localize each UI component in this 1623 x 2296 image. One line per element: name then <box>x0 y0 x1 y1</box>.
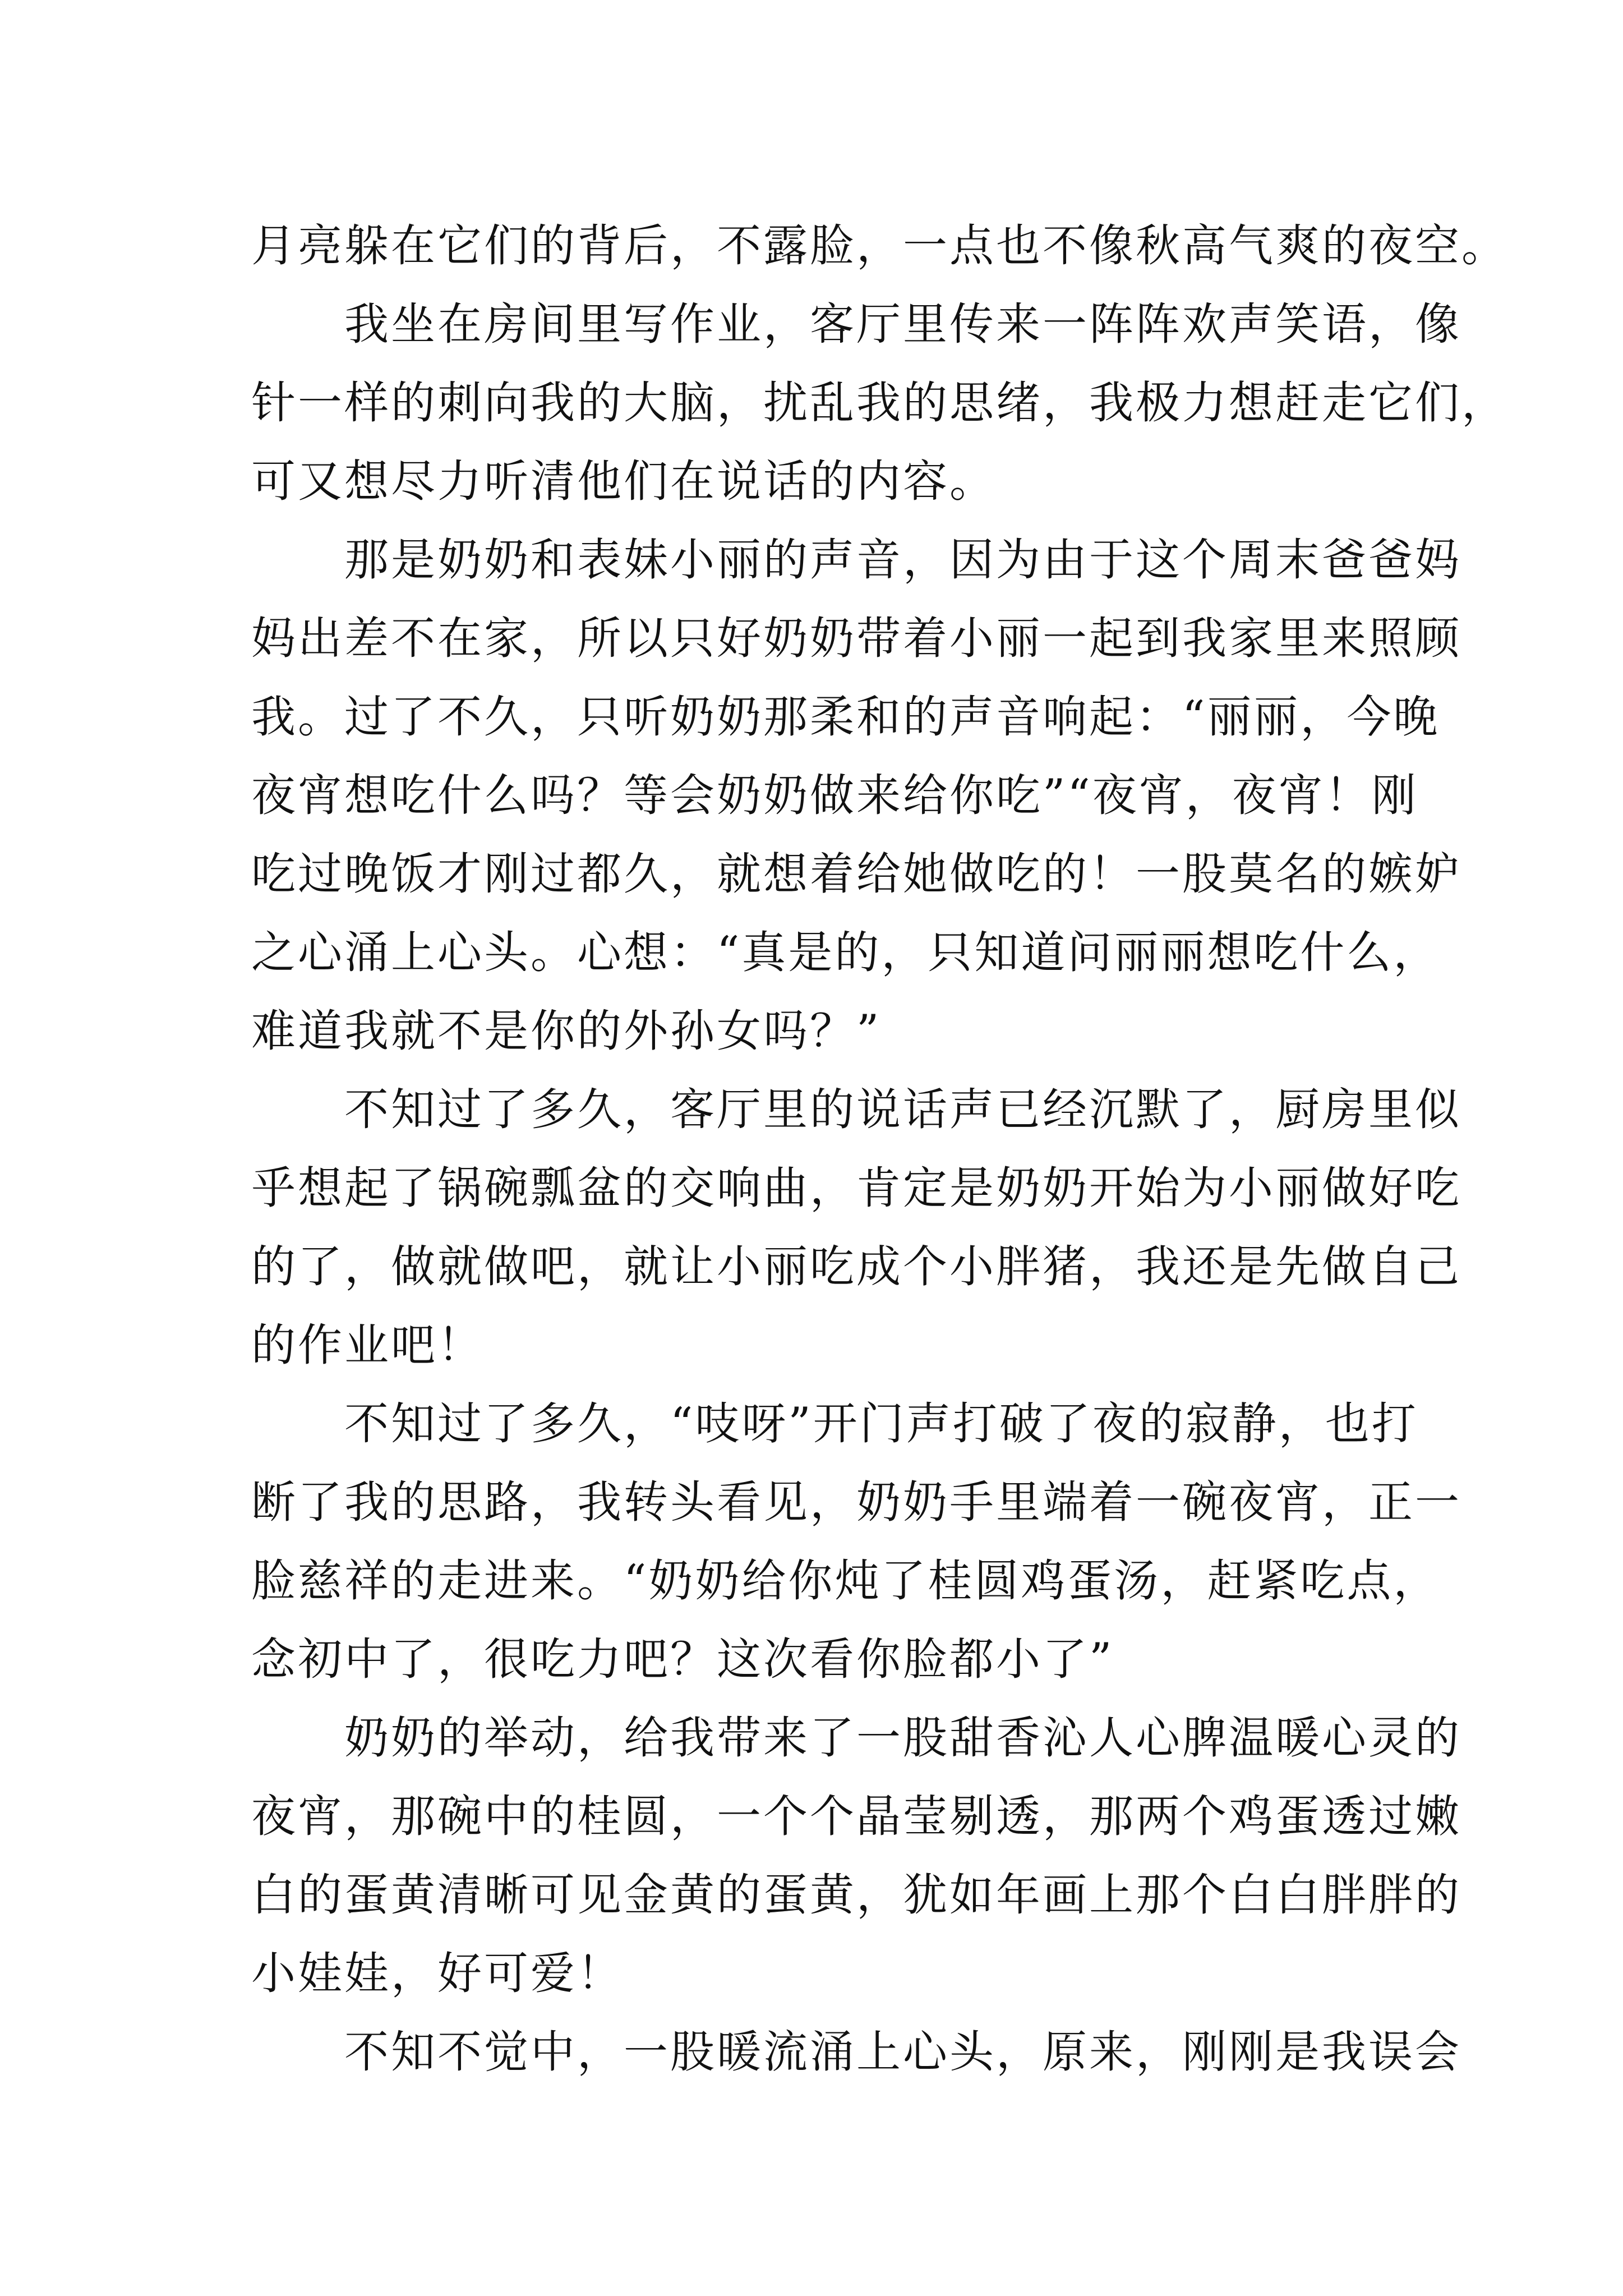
text-line: 我坐在房间里写作业，客厅里传来一阵阵欢声笑语，像 <box>344 298 1461 350</box>
text-line: 小娃娃，好可爱！ <box>251 1948 624 1999</box>
text-line: 难道我就不是你的外孙女吗？” <box>251 1005 882 1057</box>
text-line: 月亮躲在它们的背后，不露脸，一点也不像秋高气爽的夜空。 <box>251 220 1508 272</box>
text-line: 断了我的思路，我转头看见，奶奶手里端着一碗夜宵，正一 <box>251 1476 1461 1528</box>
text-line: 妈出差不在家，所以只好奶奶带着小丽一起到我家里来照顾 <box>251 613 1461 664</box>
text-line: 不知不觉中，一股暖流涌上心头，原来，刚刚是我误会 <box>344 2026 1461 2078</box>
text-line: 乎想起了锅碗瓢盆的交响曲，肯定是奶奶开始为小丽做好吃 <box>251 1162 1461 1214</box>
text-line: 夜宵，那碗中的桂圆，一个个晶莹剔透，那两个鸡蛋透过嫩 <box>251 1791 1461 1842</box>
text-line: 可又想尽力听清他们在说话的内容。 <box>251 455 996 507</box>
text-line: 之心涌上心头。心想：“真是的，只知道问丽丽想吃什么， <box>251 927 1440 978</box>
text-line: 针一样的刺向我的大脑，扰乱我的思绪，我极力想赶走它们， <box>251 377 1508 429</box>
text-line: 念初中了，很吃力吧？这次看你脸都小了” <box>251 1634 1114 1685</box>
text-line: 的作业吧！ <box>251 1319 484 1371</box>
text-line: 我。过了不久，只听奶奶那柔和的声音响起：“丽丽，今晚 <box>251 691 1440 743</box>
text-line: 不知过了多久，客厅里的说话声已经沉默了，厨房里似 <box>344 1084 1461 1135</box>
text-line: 奶奶的举动，给我带来了一股甜香沁人心脾温暖心灵的 <box>344 1712 1461 1764</box>
body-text <box>251 206 1508 2091</box>
text-line: 脸慈祥的走进来。“奶奶给你炖了桂圆鸡蛋汤，赶紧吃点， <box>251 1555 1440 1607</box>
text-line: 不知过了多久，“吱呀”开门声打破了夜的寂静，也打 <box>344 1398 1418 1450</box>
text-line: 那是奶奶和表妹小丽的声音，因为由于这个周末爸爸妈 <box>344 534 1461 586</box>
text-line: 的了，做就做吧，就让小丽吃成个小胖猪，我还是先做自己 <box>251 1241 1461 1292</box>
text-line: 白的蛋黄清晰可见金黄的蛋黄，犹如年画上那个白白胖胖的 <box>251 1869 1461 1921</box>
text-line: 夜宵想吃什么吗？等会奶奶做来给你吃”“夜宵，夜宵！刚 <box>251 770 1418 821</box>
text-line: 吃过晚饭才刚过都久，就想着给她做吃的！一股莫名的嫉妒 <box>251 848 1461 900</box>
